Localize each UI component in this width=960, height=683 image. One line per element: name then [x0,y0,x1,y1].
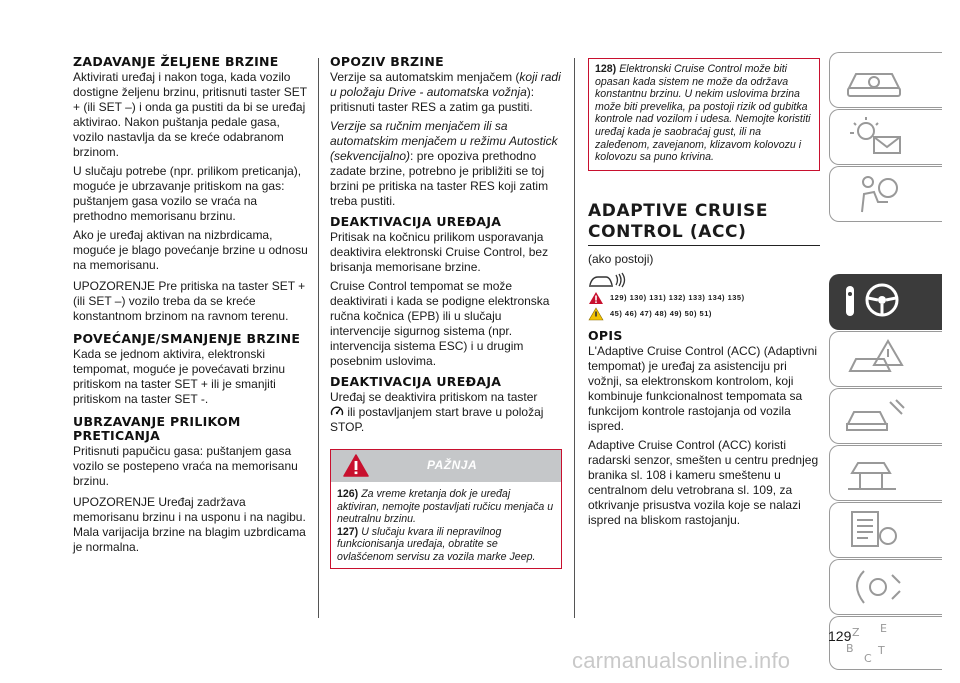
column-middle [330,55,562,569]
car-service-icon [844,394,914,438]
svg-text:B: B [846,642,854,655]
tab-warnings[interactable] [829,331,942,387]
subtitle: (ako postoji) [588,251,654,266]
warning-references [588,291,820,305]
specs-list-icon [844,508,914,552]
page-number: 129 [828,628,852,644]
warning-item: 126) Za vreme kretanja dok je uređaj aktiviran, nemojte postavljati ručicu menjača u neutralnu brzinu. [337,488,554,526]
section-title: ADAPTIVE CRUISE CONTROL (ACC) [588,201,820,246]
warning-triangle-icon [343,454,369,477]
acc-symbol-icon [588,271,628,289]
cruise-control-icon [330,405,344,417]
heading-desired-speed: ZADAVANJE ŽELJENE BRZINE [73,54,279,69]
car-warning-icon [844,337,914,381]
caution-reference-numbers: 45) 46) 47) 48) 49) 50) 51) [610,309,712,319]
car-dashboard-icon [844,58,914,102]
column-right [588,58,820,532]
heading-deactivation: DEAKTIVACIJA UREĐAJA [330,214,502,229]
svg-text:E: E [880,622,887,635]
warning-body [331,482,561,568]
warning-triangle-icon [588,291,604,305]
warning-header [331,450,561,482]
key-steering-wheel-icon [844,280,914,324]
paragraph: Adaptive Cruise Control (ACC) koristi radarski senzor, smešten u centru prednjeg branika sl. 108 i kameru smeštenu u centralnom delu vetrobrana sl. 109, za otkrivanje prisustva vozila koje se nalazi ispred na bliskom rastojanju. [588,437,819,527]
heading-description: OPIS [588,327,623,343]
media-settings-icon [844,565,914,609]
warning-box [330,449,562,569]
heading-increase-decrease: POVEĆANJE/SMANJENJE BRZINE [73,331,301,346]
warning-title: PAŽNJA [427,458,478,472]
paragraph: Kada se jednom aktivira, elektronski tempomat, moguće je povećavati brzinu pritiskom na taster SET + ili je smanjiti pritiskom na taster SET -. [73,347,286,406]
tab-car-dashboard[interactable] [829,52,942,108]
paragraph: Verzije sa ručnim menjačem ili sa automatskim menjačem u režimu Autostick (sekvencijalno): pre opoziva prethodno zadate brzine, potrebno je približiti se toj brzini pe pritiska na taster RES koji zatim treba pustiti. [330,119,558,208]
paragraph: Uređaj se deaktivira pritiskom na taster ili postavljanjem start brave u položaj STOP. [330,390,544,434]
paragraph: Pritisak na kočnicu prilikom usporavanja deaktivira elektronski Cruise Control, bez brisanja memorisane brzine. [330,230,549,274]
paragraph: L'Adaptive Cruise Control (ACC) (Adaptivni tempomat) je uređaj za asistenciju pri vožnji, sa elektronskom kontrolom, koji kombinuje funkcionalnost tempomata sa funkcijom kontrole rastojanja od vozila ispred. [588,343,818,433]
warning-item: 127) U slučaju kvara ili nepravilnog funkcionisanja uređaja, obratite se ovlašćenom servisu za vozila marke Jeep. [337,525,536,563]
heading-deactivation: DEAKTIVACIJA UREĐAJA [330,374,502,389]
paragraph: U slučaju potrebe (npr. prilikom preticanja), moguće je ubrzavanje pritiskom na gas: puštanjem gasa vozilo se vraća na prethodno memorisanu brzinu. [73,164,302,223]
paragraph: Aktivirati uređaj i nakon toga, kada vozilo dostigne željenu brzinu, pritisnuti taster SET + (ili SET –) i onda ga pustiti da bi se uređaj aktivirao. Nakon puštanja pedale gasa, vozilo nastavlja da se kreće odabranom brzinom. [73,70,307,159]
column-divider [318,58,319,618]
tab-maintenance[interactable] [829,445,942,501]
heading-recall-speed: OPOZIV BRZINE [330,54,444,69]
car-lift-icon [844,451,914,495]
alphabet-index-icon [844,622,914,666]
column-left [73,55,309,559]
airbag-person-icon [844,172,914,216]
svg-text:T: T [878,644,885,657]
paragraph: Verzije sa automatskim menjačem (koji radi u položaju Drive - automatska vožnja): pritisnuti taster RES a zatim ga pustiti. [330,70,561,114]
paragraph: Pritisnuti papučicu gasa: puštanjem gasa vozilo se postepeno vraća na memorisanu brzinu. [73,444,298,488]
heading-overtaking: UBRZAVANJE PRILIKOM PRETICANJA [73,414,241,443]
svg-text:C: C [864,652,872,665]
column-divider [574,58,575,618]
tab-lights[interactable] [829,109,942,165]
paragraph-warning-note: UPOZORENJE Uređaj zadržava memorisanu brzinu i na usponu i na nagibu. Mala varijacija brzine na blagim uzbrdicama je normalna. [73,495,306,554]
lights-envelope-icon [844,115,914,159]
caution-triangle-icon [588,307,604,321]
paragraph: Cruise Control tempomat se može deaktivirati i kada se podigne elektronska ručna kočnica (EPB) ili u slučaju intervencije sigurnog sistema (npr. intervencija sistema ESC) i u drugim posebnim uslovima. [330,279,550,368]
caution-references [588,307,820,321]
paragraph: Ako je uređaj aktivan na nizbrdicama, moguće je blago povećanje brzine u odnosu na memorisanu. [73,228,308,272]
tab-safety[interactable] [829,166,942,222]
tab-emergency[interactable] [829,388,942,444]
warning-reference-numbers: 129) 130) 131) 132) 133) 134) 135) [610,293,745,303]
tab-starting-driving[interactable] [829,274,942,330]
paragraph-warning-note: UPOZORENJE Pre pritiska na taster SET + (ili SET –) vozilo treba da se kreće konstantnom brzinom na ravnom terenu. [73,279,306,323]
caution-item: 128) Elektronski Cruise Control može biti opasan kada sistem ne može da održava konstantnu brzinu. U nekim uslovima brzina može biti prevelika, pa postoji rizik od gubitka kontrole nad vozilom i udesa. Nemojte koristiti uređaj kada je saobraćaj gust, ili na zaleđenom, zavejanom, klizavom kolovozu i kolovozu sa puno krivina. [595,63,811,164]
caution-box [588,58,820,171]
tab-multimedia[interactable] [829,559,942,615]
watermark-text: carmanualsonline.info [572,648,791,673]
svg-text:Z: Z [852,626,860,639]
tab-technical-data[interactable] [829,502,942,558]
